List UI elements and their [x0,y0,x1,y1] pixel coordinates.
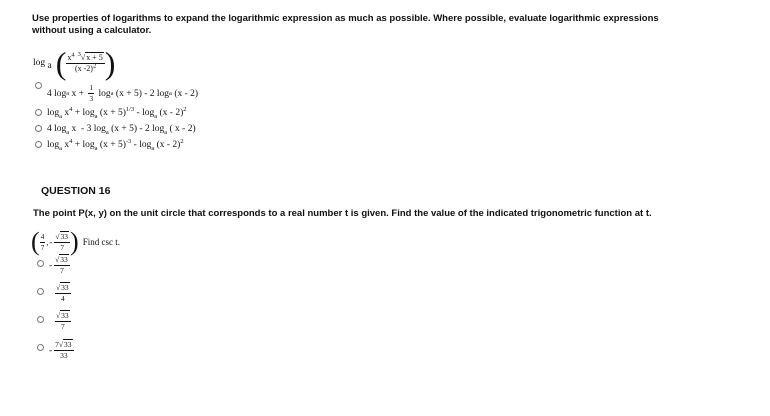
point-x-den: 7 [40,242,45,252]
expr-right-paren: ) [104,45,116,81]
point-y-numerator: √33 [55,231,69,241]
opt1-part-c: x + [69,88,87,99]
q16-opt3-den: 7 [60,322,65,331]
expr-num-x: x [67,52,72,62]
q16-option-3-radio[interactable] [37,316,44,323]
opt2-part-a: log [47,108,60,118]
opt1-part-a: 4 log [47,88,67,99]
point-y [54,232,70,253]
opt3-part-c: x - 3 log [69,124,106,134]
opt3-base3: a [164,128,168,136]
opt3-base1: a [66,128,70,136]
opt4-base1: a [59,144,63,152]
opt2-exp2: 1/3 [125,105,135,113]
q16-opt4-num: 33 [64,340,72,349]
q16-opt1-fraction [54,255,70,276]
q16-opt3-fraction [55,311,71,332]
q16-opt2-fraction [55,283,71,304]
point-y-num: 33 [60,231,69,241]
opt1-frac-num: 1 [89,83,94,92]
q16-opt1-num: 33 [60,255,68,264]
q15-instruction [32,13,752,37]
q16-opt2-den: 4 [60,294,65,303]
q16-option-1-radio[interactable] [37,260,44,267]
expr-numerator: $x^4$ $^3$√x + 5 [67,50,103,62]
opt4-part-d: + log [72,140,95,150]
q15-option-2-radio[interactable] [35,109,42,116]
q15-instruction-line1: Use properties of logarithms to expand the logarithmic expression as much as possible. Where possible, evaluate logarithmic expressions [32,13,659,24]
opt4-exp1: 4 [69,137,73,145]
expr-left-paren: ( [55,45,67,81]
q15-option-3-radio[interactable] [35,125,42,132]
expr-root-index: 3 [77,50,81,58]
opt1-part-h: (x - 2) [171,88,199,99]
opt4-part-a: log [47,140,60,150]
q16-option-1[interactable] [49,255,70,276]
q16-point [31,229,120,255]
opt2-part-f: (x + 5) [97,108,126,118]
q16-option-2-radio[interactable] [37,288,44,295]
expr-radicand: x + 5 [86,52,103,62]
q16-opt3-numerator: √33 [56,311,69,320]
opt4-part-i: (x - 2) [154,140,181,150]
expr-base: a [47,61,52,71]
opt4-part-g: - log [131,140,152,150]
q16-opt2-numerator: √33 [56,283,69,292]
q15-option-1[interactable]: 4 log a x + $\frac{1}{3}$ log a (x + 5) - 2 log a (x - 2) [47,83,199,103]
q16-find-text: Find csc t. [82,237,120,247]
q16-opt4-numerator: 7√33 [55,340,72,349]
q16-opt1-sign: - [49,260,53,271]
opt2-part-c: x [62,108,70,118]
q16-opt4-sign: - [49,345,53,356]
q16-opt1-den: 7 [60,266,64,275]
q16-opt4-num-coef: 7 [55,340,59,349]
opt3-base2: a [105,128,109,136]
q15-option-1-radio[interactable] [35,82,42,89]
q16-option-4-radio[interactable] [37,344,44,351]
point-x [40,231,49,253]
point-left-paren: ( [31,227,40,256]
q16-option-4[interactable] [49,340,74,361]
point-right-paren: ) [70,227,79,256]
opt4-base2: a [94,144,98,152]
opt2-part-d: + log [72,108,95,118]
q16-option-2[interactable] [55,283,71,304]
q16-opt2-num: 33 [61,283,69,292]
expr-den-exp: 2 [92,61,97,69]
q15-option-2[interactable] [47,105,187,120]
opt4-exp3: 2 [180,137,184,145]
expr-fraction [66,50,104,74]
point-y-sign: - [49,237,53,247]
q15-instruction-line2: without using a calculator. [32,25,152,36]
opt2-base2: a [94,112,98,120]
point-comma: , [46,237,49,247]
opt4-base3: a [151,144,155,152]
opt1-frac-den: 3 [89,94,94,103]
q16-opt4-fraction [54,340,73,361]
opt4-part-c: x [62,140,70,150]
q16-opt1-numerator: √33 [55,255,68,264]
opt2-part-g: - log [134,108,155,118]
expr-den: (x -2) [74,63,93,73]
q16-opt3-num: 33 [61,311,69,320]
opt2-base3: a [154,112,158,120]
opt1-part-d: log [96,88,111,99]
q16-instruction: The point P(x, y) on the unit circle that corresponds to a real number t is given. Find the value of the indicated trigonometric function at t. [33,208,652,219]
q16-opt4-den: 33 [60,351,68,360]
expr-log: log [33,58,46,68]
q16-title: QUESTION 16 [41,185,111,197]
opt2-exp3: 2 [183,105,187,113]
q16-option-3[interactable] [55,311,71,332]
point-y-den: 7 [60,242,65,252]
opt4-part-f: (x + 5) [97,140,126,150]
point-x-num: 4 [40,231,45,241]
opt2-exp1: 4 [69,105,73,113]
opt3-part-e: (x + 5) - 2 log [108,124,165,134]
opt2-part-i: (x - 2) [157,108,184,118]
q15-option-4[interactable] [47,137,184,152]
expr-denominator [74,61,97,74]
q15-expression [33,45,115,81]
opt1-part-f: (x + 5) - 2 log [113,88,170,99]
opt4-exp2: -3 [125,137,132,145]
q15-option-3[interactable] [47,124,196,134]
opt2-base1: a [59,112,63,120]
opt3-part-g: ( x - 2) [167,124,196,134]
opt3-part-a: 4 log [47,124,67,134]
opt1-fraction [88,83,94,104]
q15-option-4-radio[interactable] [35,141,42,148]
expr-num-exp: 4 [71,50,75,58]
